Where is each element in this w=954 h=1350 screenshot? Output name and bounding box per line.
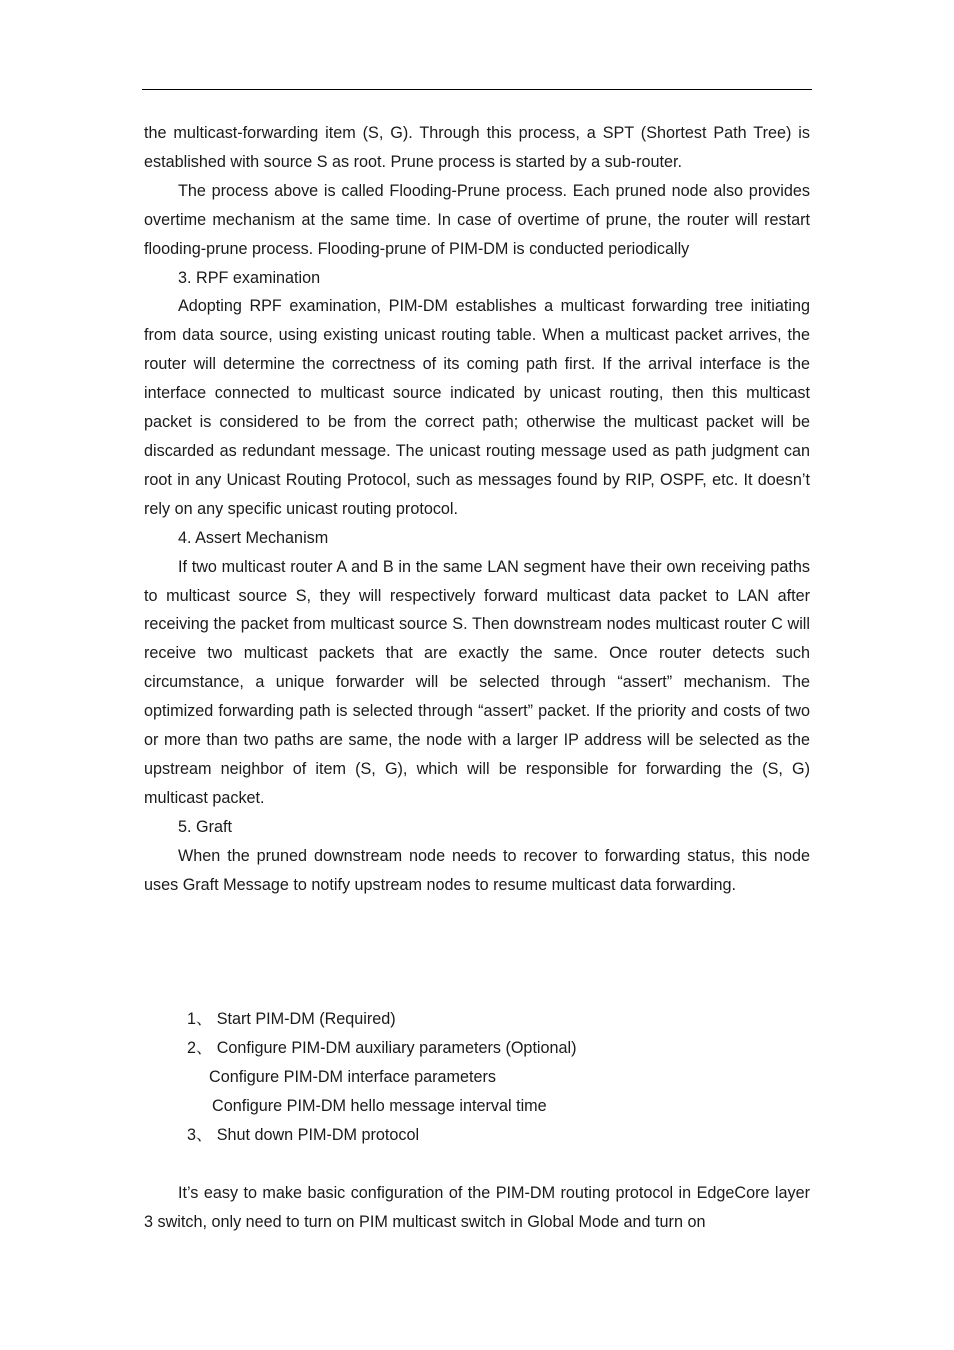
task-list-item-shutdown: 3、 Shut down PIM-DM protocol <box>187 1126 420 1145</box>
task-list-item-start: 1、 Start PIM-DM (Required) <box>187 1010 396 1029</box>
paragraph-assert: If two multicast router A and B in the same LAN segment have their own receiving paths to multicast source S, they will respectively forward multicast data packet to LAN after receiving the packet from multicast source S. Then downstream nodes multicast router C will receive two multicast packets that are exactly the same. Once router detects such circumstance, a unique forwarder will be selected through “assert” mechanism. The optimized forwarding path is selected through “assert” packet. If the priority and costs of two or more than two paths are same, the node with a larger IP address will be selected as the upstream neighbor of item (S, G), which will be responsible for forwarding the (S, G) multicast packet. <box>144 557 810 807</box>
paragraph-flooding-prune: The process above is called Flooding-Prune process. Each pruned node also provides overtime mechanism at the same time. In case of overtime of prune, the router will restart flooding-prune process. Flooding-prune of PIM-DM is conducted periodically <box>144 181 810 258</box>
section-gap <box>144 899 810 1005</box>
heading-rpf-examination: 3. RPF examination <box>178 268 321 287</box>
paragraph-graft: When the pruned downstream node needs to recover to forwarding status, this node uses Graft Message to notify upstream nodes to resume multicast data forwarding. <box>144 846 810 894</box>
heading-graft: 5. Graft <box>178 817 232 836</box>
heading-assert-mechanism: 4. Assert Mechanism <box>178 528 329 547</box>
section-gap-small <box>144 1150 810 1179</box>
task-list-item-configure: 2、 Configure PIM-DM auxiliary parameters (Optional) <box>187 1039 577 1058</box>
task-list <box>144 1005 810 1150</box>
task-list-subitem-hello: Configure PIM-DM hello message interval time <box>212 1097 547 1116</box>
paragraph-spt: the multicast-forwarding item (S, G). Through this process, a SPT (Shortest Path Tree) is established with source S as root. Prune process is started by a sub-router. <box>144 124 810 171</box>
header-rule <box>142 89 812 90</box>
paragraph-rpf: Adopting RPF examination, PIM-DM establishes a multicast forwarding tree initiating from data source, using existing unicast routing table. When a multicast packet arrives, the router will determine the correctness of its coming path first. If the arrival interface is the interface connected to multicast source indicated by unicast routing, then this multicast packet is considered to be from the correct path; otherwise the multicast packet will be discarded as redundant message. The unicast routing message used as path judgment can root in any Unicast Routing Protocol, such as messages found by RIP, OSPF, etc. It doesn’t rely on any specific unicast routing protocol. <box>144 297 810 518</box>
document-body <box>144 119 810 1237</box>
paragraph-closing: It’s easy to make basic configuration of the PIM-DM routing protocol in EdgeCore layer 3 switch, only need to turn on PIM multicast switch in Global Mode and turn on <box>144 1184 810 1231</box>
task-list-subitem-interface: Configure PIM-DM interface parameters <box>209 1068 496 1087</box>
